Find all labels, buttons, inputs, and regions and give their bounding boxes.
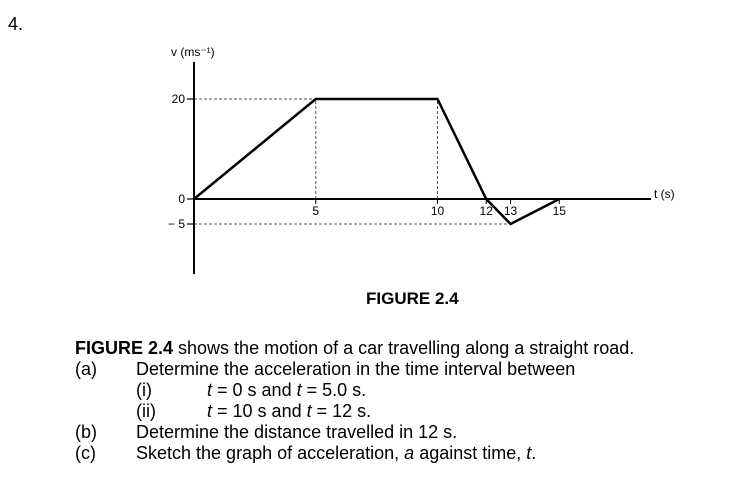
part-b-label: (b) [75,422,97,442]
part-b-text: Determine the distance travelled in 12 s. [136,422,458,442]
question-number: 4. [8,14,24,34]
subpart-ii-label: (ii) [136,401,156,421]
x-tick-label-12: 12 [479,204,493,218]
intro-text: shows the motion of a car travelling along a straight road. [173,338,635,358]
part-c [75,443,634,464]
part-a-label: (a) [75,359,97,379]
y-axis-label: v (ms⁻¹) [171,45,215,59]
x-axis-label: t (s) [654,187,675,201]
x-tick-label-13: 13 [503,204,518,218]
y-tick-label--5: − 5 [167,217,185,231]
y-tick-label-0: 0 [178,192,185,206]
part-c-text: Sketch the graph of acceleration, a against time, t. [136,443,537,463]
intro-line [75,338,634,359]
subpart-i-label: (i) [136,380,152,400]
part-c-label: (c) [75,443,96,463]
part-b [75,422,634,443]
intro-figure-ref: FIGURE 2.4 [75,338,174,358]
x-tick-label-5: 5 [312,204,320,218]
subpart-ii [75,401,634,422]
tick-marks [168,92,566,231]
part-a [75,359,634,380]
subpart-i-text: t = 0 s and t = 5.0 s. [207,380,367,400]
y-tick-label-20: 20 [171,92,185,106]
x-tick-label-10: 10 [430,204,445,218]
question-text [75,338,634,464]
subpart-ii-text: t = 10 s and t = 12 s. [207,401,372,421]
axes [194,62,651,274]
x-tick-label-15: 15 [552,204,566,218]
part-a-text: Determine the acceleration in the time interval between [136,359,576,379]
subpart-i [75,380,634,401]
figure-caption: FIGURE 2.4 [366,289,459,308]
